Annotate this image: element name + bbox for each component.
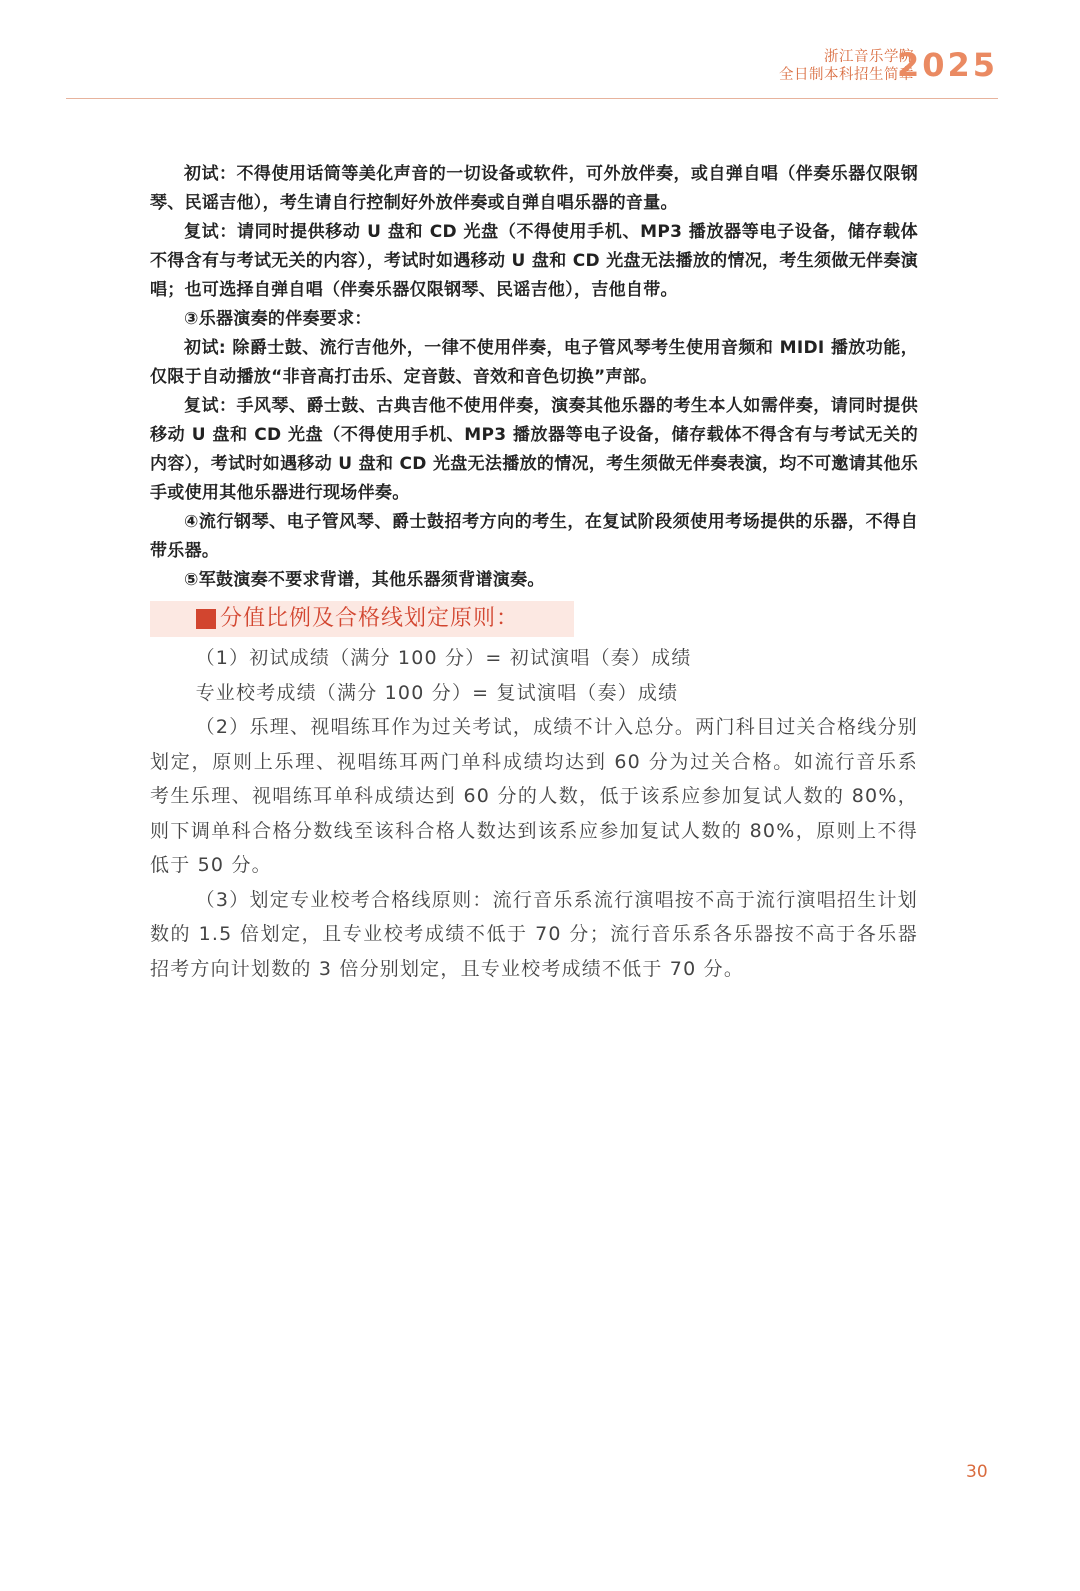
page-header	[66, 40, 998, 99]
heading-square-icon	[196, 609, 216, 629]
header-year: 2025	[896, 46, 998, 84]
body-paragraph-pass-line: （3）划定专业校考合格线原则：流行音乐系流行演唱按不高于流行演唱招生计划数的 1.5 倍划定，且专业校考成绩不低于 70 分；流行音乐系各乐器按不高于各乐器招考方向计划数的 3 倍分别划定，且专业校考成绩不低于 70 分。	[150, 888, 918, 980]
page-content	[150, 160, 918, 986]
paragraph-memorization: ⑤军鼓演奏不要求背谱，其他乐器须背谱演奏。	[184, 570, 545, 590]
header-subtitle: 全日制本科招生简章	[779, 67, 914, 83]
section-heading	[150, 601, 574, 637]
paragraph-instrument-retest: 复试：手风琴、爵士鼓、古典吉他不使用伴奏，演奏其他乐器的考生本人如需伴奏，请同时提供移动 U 盘和 CD 光盘（不得使用手机、MP3 播放器等电子设备，储存载体不得含有与考试无关的内容），考试时如遇移动 U 盘和 CD 光盘无法播放的情况，考生须做无伴奏表演，均不可邀请其他乐手或使用其他乐器进行现场伴奏。	[150, 396, 918, 503]
page-number: 30	[966, 1462, 988, 1482]
body-paragraph-theory-pass: （2）乐理、视唱练耳作为过关考试，成绩不计入总分。两门科目过关合格线分别划定，原则上乐理、视唱练耳两门单科成绩均达到 60 分为过关合格。如流行音乐系考生乐理、视唱练耳单科成绩达到 60 分的人数，低于该系应参加复试人数的 80%，则下调单科合格分数线至该科合格人数达到该系应参加复试人数的 80%，原则上不得低于 50 分。	[150, 716, 918, 876]
body-paragraph-professional-score: 专业校考成绩（满分 100 分）= 复试演唱（奏）成绩	[195, 681, 679, 704]
header-school: 浙江音乐学院	[824, 49, 914, 65]
header-text	[779, 48, 914, 84]
body-paragraph-initial-score: （1）初试成绩（满分 100 分）= 初试演唱（奏）成绩	[195, 647, 692, 669]
paragraph-vocal-retest: 复试：请同时提供移动 U 盘和 CD 光盘（不得使用手机、MP3 播放器等电子设备，储存载体不得含有与考试无关的内容），考试时如遇移动 U 盘和 CD 光盘无法播放的情况，考生须做无伴奏演唱；也可选择自弹自唱（伴奏乐器仅限钢琴、民谣吉他），吉他自带。	[150, 222, 918, 300]
paragraph-instrument-heading: ③乐器演奏的伴奏要求：	[184, 309, 372, 329]
paragraph-provided-instruments: ④流行钢琴、电子管风琴、爵士鼓招考方向的考生，在复试阶段须使用考场提供的乐器，不得自带乐器。	[150, 512, 918, 561]
section-heading-text: 分值比例及合格线划定原则：	[220, 606, 520, 631]
paragraph-instrument-initial: 初试: 除爵士鼓、流行吉他外，一律不使用伴奏，电子管风琴考生使用音频和 MIDI 播放功能，仅限于自动播放“非音高打击乐、定音鼓、音效和音色切换”声部。	[150, 338, 918, 387]
paragraph-vocal-initial: 初试：不得使用话筒等美化声音的一切设备或软件，可外放伴奏，或自弹自唱（伴奏乐器仅限钢琴、民谣吉他），考生请自行控制好外放伴奏或自弹自唱乐器的音量。	[150, 164, 918, 213]
